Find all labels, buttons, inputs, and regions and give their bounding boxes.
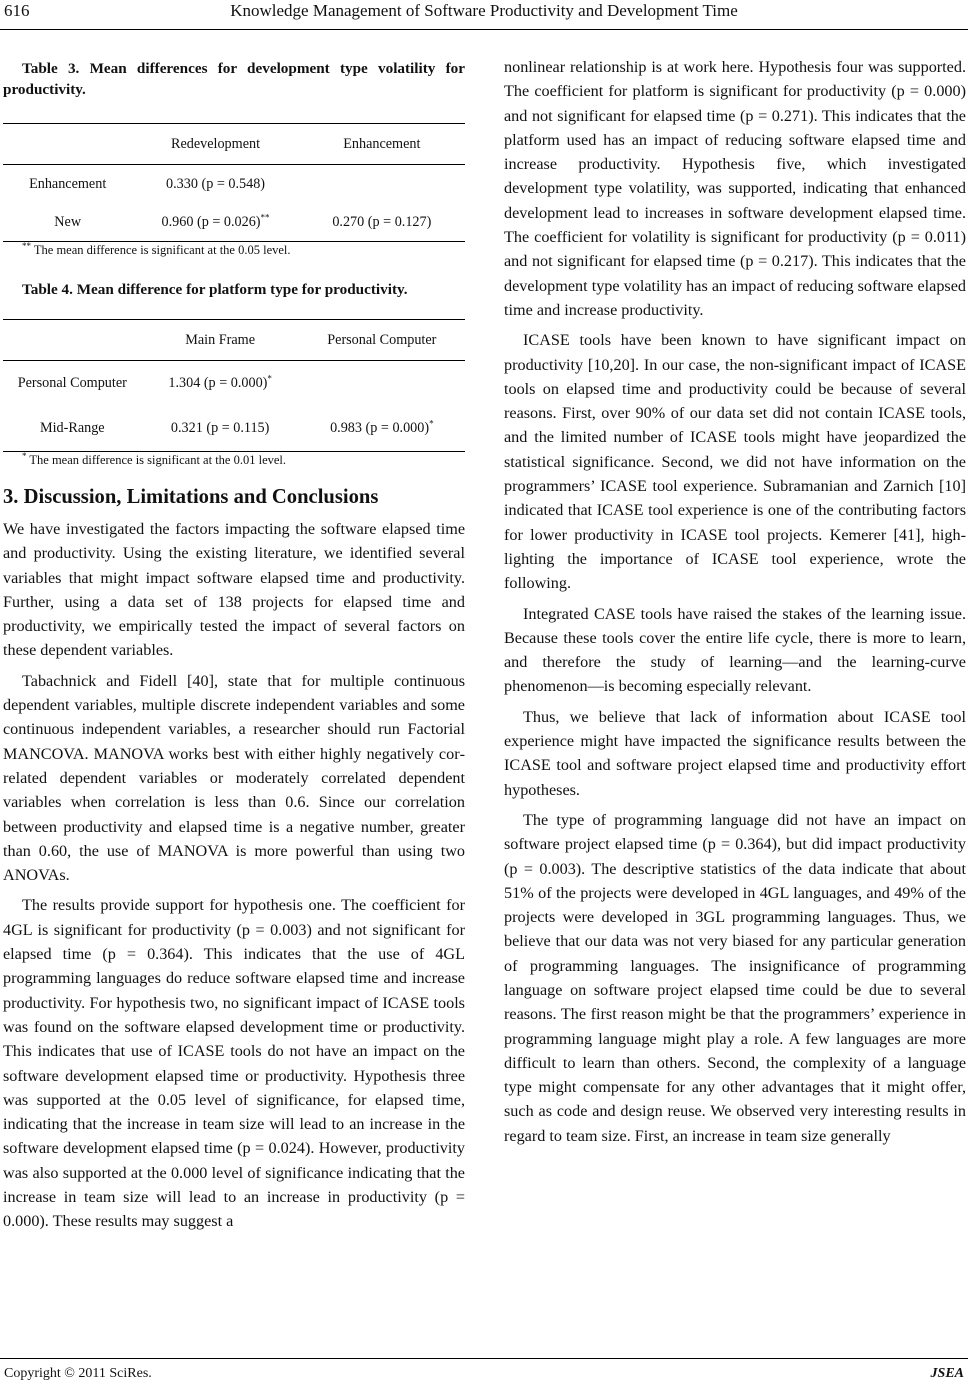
- row-label: New: [3, 203, 132, 242]
- header-rule: [0, 29, 968, 30]
- table-cell: [142, 361, 299, 406]
- table-row: [3, 405, 465, 452]
- table-cell: [132, 165, 298, 204]
- table-cell: [299, 203, 465, 242]
- table-row: [3, 165, 465, 204]
- cell-value: 1.304 (p = 0.000): [168, 374, 268, 391]
- table-header-cell: Main Frame: [142, 320, 299, 361]
- table-cell: [142, 405, 299, 452]
- table-cell: [299, 165, 465, 204]
- table-row: [3, 203, 465, 242]
- table3-caption: Table 3. Mean differences for development type volatility for productivity.: [3, 60, 465, 98]
- footnote-mark: *: [22, 450, 27, 461]
- copyright-text: Copyright © 2011 SciRes.: [4, 1366, 152, 1381]
- journal-abbrev: JSEA: [930, 1366, 964, 1381]
- body-paragraph: Thus, we believe that lack of information about ICASE tool experience might have impacted the significance results between the ICASE tool and software project elapsed time and productivity effort hypotheses.: [504, 707, 966, 799]
- body-paragraph: We have investigated the factors impacting the software elapsed time and productivity. Using the existing literature, we identified several variables that might impact software elapsed time and productivity. Further, using a data set of 138 projects for elapsed time and productivity, we empirically tested the impact of several factors on these dependent variables.: [3, 520, 465, 660]
- cell-value: 0.321 (p = 0.115): [170, 419, 270, 436]
- table-header-cell: [3, 320, 142, 361]
- body-paragraph: nonlinear relationship is at work here. Hypothesis four was supported. The coefficient for platform is significant for productivity (p = 0.000) and not significant for elapsed time (p = 0.271). This indicates that the platform used has an impact of reducing software elapsed time and increase productivity. Hypothesis five, which investigated development type volatility, was supported, indicating that enhanced development lead to increases in software development elapsed time. The coefficient for volatility is significant for productivity (p = 0.011) and not significant for elapsed time (p = 0.217). This indicates that the development type volatility has an impact of reducing software elapsed time and increase productivity.: [504, 58, 966, 319]
- table4: [3, 319, 465, 452]
- body-paragraph: ICASE tools have been known to have significant impact on productivity [10,20]. In our case, the non-significant impact of ICASE tools on elapsed time and productivity could be because of several reasons. First, over 90% of our data set did not contain ICASE tools, and the limited number of ICASE tools might have jeopardized the statistical significance. Second, we did not have information on the programmers’ ICASE tool experience. Subramanian and Zarnich [10] indicated that ICASE tool experience is one of the contributing factors for lower productivity in ICASE tool projects. Kemerer [41], highlighting the importance of ICASE tool experience, wrote the following.: [504, 331, 966, 593]
- body-paragraph: The results provide support for hypothesis one. The coefficient for 4GL is significant for productivity (p = 0.003) and not significant for elapsed time (p = 0.364). This indicates that the use of 4GL programming languages do reduce software elapsed time and increase productivity. For hypothesis two, no significant impact of ICASE tools was found on the software elapsed development time or productivity. This indicates that use of ICASE tools do not have an impact on the software development elapsed time or productivity. Hypothesis three was supported at the 0.05 level of significance, for elapsed time, indicating that the increase in team size will lead to an increase in the software development elapsed time (p = 0.024). However, productivity was also supported at the 0.000 level of significance indicating that the increase in team size will lead to an increase in productivity (p = 0.000). These results may suggest a: [3, 896, 465, 1231]
- running-header: [0, 0, 968, 30]
- significance-mark: *: [267, 373, 272, 384]
- table-header-row: [3, 320, 465, 361]
- page-number: 616: [4, 1, 30, 20]
- table3: [3, 123, 465, 242]
- significance-mark: **: [260, 212, 270, 223]
- footnote-mark: **: [22, 240, 31, 251]
- table-header-cell: [3, 124, 132, 165]
- cell-value: 0.270 (p = 0.127): [332, 213, 432, 230]
- body-paragraph: The type of programming language did not have an impact on software project elapsed time (p = 0.364), but did impact productivity (p = 0.003). The descriptive statistics of the data indicate that about 51% of the projects were developed in 4GL languages, and 49% of the projects were developed in 3GL programming languages. Thus, we believe that our data was not very biased for any particular generation of programming languages. The insignificance of programming language on software project elapsed time could be due to several reasons. The first reason might be that the programmers’ experience in programming language might play a role. A few languages are more difficult to learn than others. Second, the complexity of a language type might compensate for any other advantages that it might offer, such as code and design reuse. We observed very interesting results in regard to team size. First, an increase in team size generally: [504, 810, 966, 1145]
- cell-value: 0.960 (p = 0.026): [161, 213, 261, 230]
- table4-caption: Table 4. Mean difference for platform type for productivity.: [22, 281, 408, 298]
- table3-footnote: ** The mean difference is significant at the 0.05 level.: [22, 240, 291, 257]
- footer-rule: [0, 1358, 968, 1359]
- table-header-cell: Personal Computer: [299, 320, 465, 361]
- row-label: Personal Computer: [17, 374, 127, 391]
- body-paragraph: Tabachnick and Fidell [40], state that for multiple continuous dependent variables, multiple discrete independent variables and some continuous independent variables, a researcher should run Factorial MANCOVA. MANOVA works best with either highly negatively correlated dependent variables or moderately correlated dependent variables when correlation is less than 0.6. Since our correlation between productivity and elapsed time is a negative number, greater than 0.60, the use of MANOVA is more powerful than using two ANOVAs.: [3, 671, 465, 885]
- section-heading: 3. Discussion, Limitations and Conclusions: [3, 486, 379, 508]
- right-column: [504, 55, 966, 1154]
- table-row: [3, 361, 465, 406]
- row-label: Enhancement: [29, 175, 107, 192]
- cell-value: 0.330 (p = 0.548): [166, 175, 266, 192]
- row-label: Mid-Range: [3, 405, 142, 452]
- table-cell: [132, 203, 298, 242]
- table4-footnote: * The mean difference is significant at the 0.01 level.: [22, 450, 287, 467]
- table-header-row: [3, 124, 465, 165]
- block-quote: Integrated CASE tools have raised the stakes of the learning issue. Because these tools cover the entire life cycle, there is more to learn, and therefore the study of learning—and the learning-curve phenomenon—is becoming especially relevant.: [504, 604, 966, 696]
- running-title: Knowledge Management of Software Productivity and Development Time: [230, 1, 738, 20]
- cell-value: 0.983 (p = 0.000): [330, 419, 430, 436]
- left-column: [3, 55, 465, 1240]
- significance-mark: *: [429, 418, 434, 429]
- table-cell: [299, 361, 465, 406]
- table-header-cell: Redevelopment: [132, 124, 298, 165]
- table-header-cell: Enhancement: [299, 124, 465, 165]
- table-cell: [299, 405, 465, 452]
